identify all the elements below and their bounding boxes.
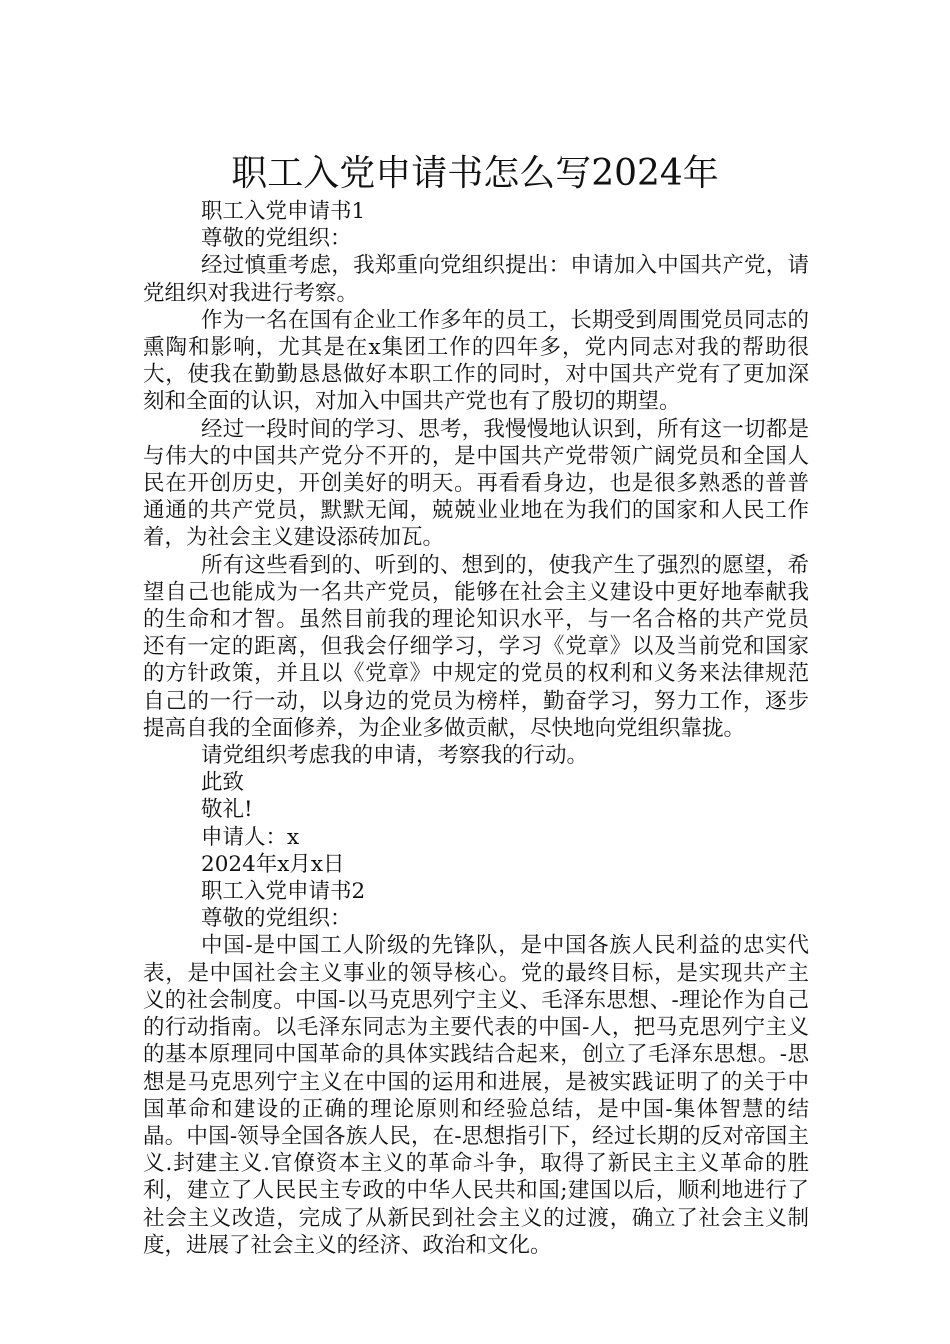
closing-line: 敬礼! (201, 797, 253, 823)
section-heading-2: 职工入党申请书2 (201, 879, 366, 905)
body-paragraph: 作为一名在国有企业工作多年的员工，长期受到周围党员同志的熏陶和影响，尤其是在x集团工作的四年多，党内同志对我的帮助很大，使我在勤勤恳恳做好本职工作的同时，对中国共产党有了更加深刻和全面的认识，对加入中国共产党也有了殷切的期望。 (143, 307, 809, 415)
document-title: 职工入党申请书怎么写2024年 (231, 153, 719, 195)
salutation: 尊敬的党组织： (201, 226, 352, 252)
body-paragraph: 所有这些看到的、听到的、想到的，使我产生了强烈的愿望，希望自己也能成为一名共产党员，能够在社会主义建设中更好地奉献我的生命和才智。虽然目前我的理论知识水平，与一名合格的共产党员还有一定的距离，但我会仔细学习，学习《党章》以及当前党和国家的方针政策，并且以《党章》中规定的党员的权利和义务来法律规范自己的一行一动，以身边的党员为榜样，勤奋学习，努力工作，逐步提高自我的全面修养，为企业多做贡献，尽快地向党组织靠拢。 (143, 552, 809, 741)
applicant-line: 申请人：x (201, 824, 300, 850)
body-paragraph: 请党组织考虑我的申请，考察我的行动。 (201, 743, 589, 769)
salutation: 尊敬的党组织： (201, 906, 352, 932)
body-paragraph: 经过慎重考虑，我郑重向党组织提出：申请加入中国共产党，请党组织对我进行考察。 (143, 253, 809, 306)
body-paragraph: 中国-是中国工人阶级的先锋队，是中国各族人民利益的忠实代表，是中国社会主义事业的领导核心。党的最终目标，是实现共产主义的社会制度。中国-以马克思列宁主义、毛泽东思想、-理论作为自己的行动指南。以毛泽东同志为主要代表的中国-人，把马克思列宁主义的基本原理同中国革命的具体实践结合起来，创立了毛泽东思想。-思想是马克思列宁主义在中国的运用和进展，是被实践证明了的关于中国革命和建设的正确的理论原则和经验总结，是中国-集体智慧的结晶。中国-领导全国各族人民，在-思想指引下，经过长期的反对帝国主义.封建主义.官僚资本主义的革命斗争，取得了新民主主义革命的胜利，建立了人民民主专政的中华人民共和国;建国以后，顺利地进行了社会主义改造，完成了从新民到社会主义的过渡，确立了社会主义制度，进展了社会主义的经济、政治和文化。 (143, 933, 809, 1258)
section-heading-1: 职工入党申请书1 (201, 199, 366, 224)
date-line: 2024年x月x日 (201, 851, 345, 877)
document-body (143, 198, 809, 1259)
closing-line: 此致 (201, 770, 245, 796)
body-paragraph: 经过一段时间的学习、思考，我慢慢地认识到，所有这一切都是与伟大的中国共产党分不开的，是中国共产党带领广阔党员和全国人民在开创历史，开创美好的明天。再看看身边，也是很多熟悉的普普通通的共产党员，默默无闻，兢兢业业地在为我们的国家和人民工作着，为社会主义建设添砖加瓦。 (143, 416, 809, 551)
